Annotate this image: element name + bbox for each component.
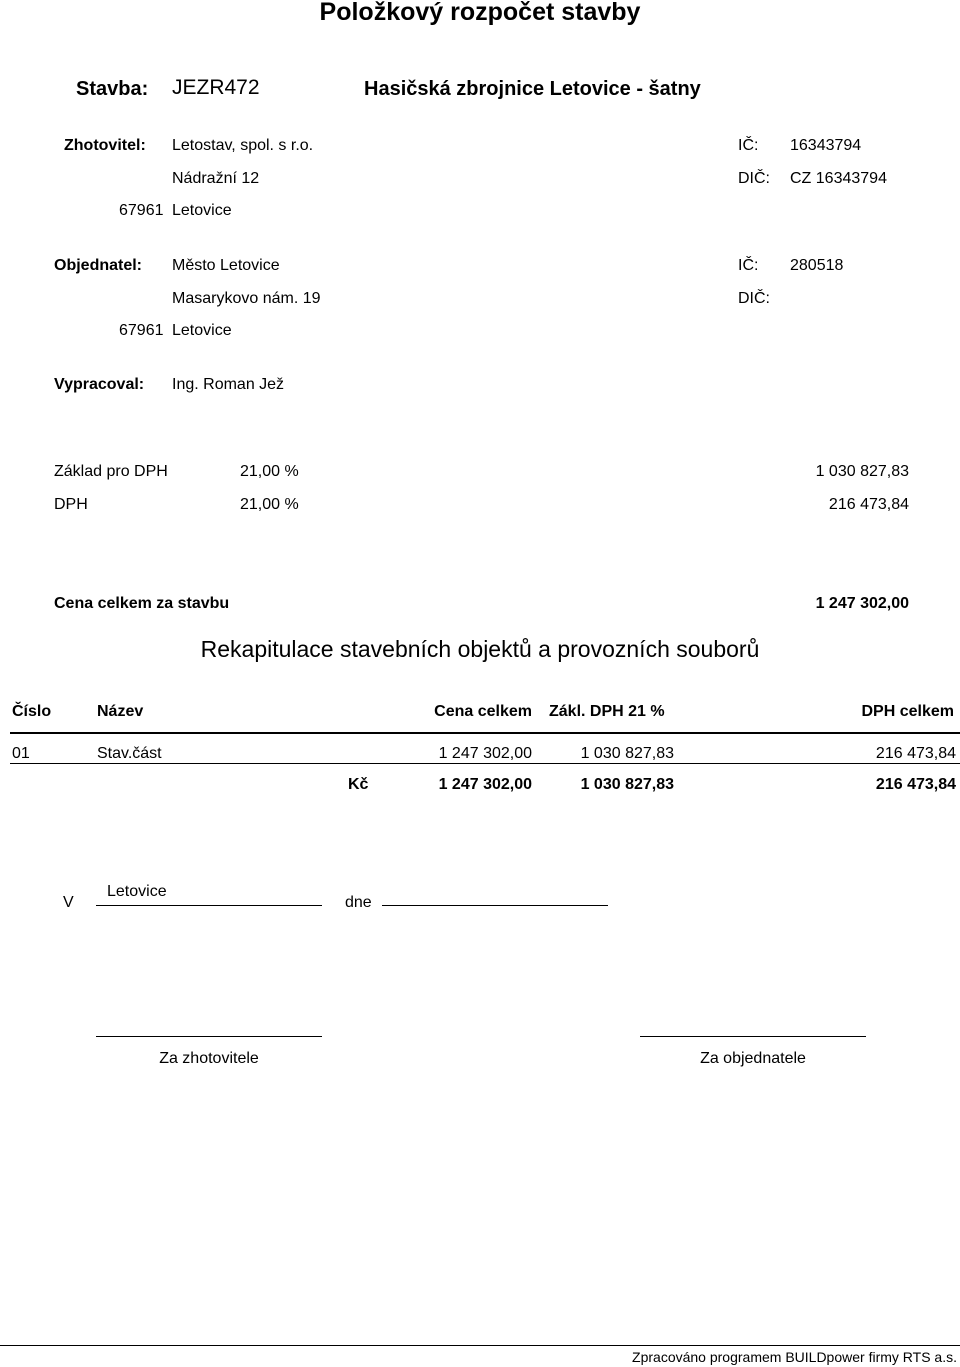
row-cislo: 01 (12, 745, 30, 762)
col-nazev: Název (97, 703, 144, 720)
zhotovitel-signature-line (96, 1036, 322, 1037)
objednatel-ic: 280518 (790, 257, 844, 274)
sum-dph: 216 473,84 (875, 776, 956, 793)
col-cislo: Číslo (12, 703, 52, 720)
stavba-label: Stavba: (76, 78, 149, 100)
sum-zakl: 1 030 827,83 (580, 776, 674, 793)
objednatel-signature-label: Za objednatele (700, 1050, 806, 1067)
header-divider (10, 732, 960, 734)
row-nazev: Stav.část (97, 745, 162, 762)
objednatel-label: Objednatel: (54, 257, 143, 274)
sum-label: Kč (348, 776, 369, 793)
objednatel-name: Město Letovice (172, 257, 280, 274)
sum-cena: 1 247 302,00 (438, 776, 532, 793)
zhotovitel-signature-label: Za zhotovitele (159, 1050, 259, 1067)
zhotovitel-name: Letostav, spol. s r.o. (172, 137, 314, 154)
total-amount: 1 247 302,00 (815, 595, 909, 612)
vat-base-amount: 1 030 827,83 (815, 463, 909, 480)
zhotovitel-city: Letovice (172, 202, 232, 219)
col-dph: DPH celkem (861, 703, 954, 720)
objednatel-city: Letovice (172, 322, 232, 339)
footer-divider (0, 1345, 960, 1346)
page-title: Položkový rozpočet stavby (319, 0, 641, 26)
objednatel-ic-label: IČ: (738, 257, 759, 274)
zhotovitel-dic-label: DIČ: (738, 170, 770, 187)
objednatel-dic-label: DIČ: (738, 290, 770, 307)
objednatel-street: Masarykovo nám. 19 (172, 290, 321, 307)
footer-text: Zpracováno programem BUILDpower firmy RTS a.s. (632, 1349, 957, 1365)
zhotovitel-ic: 16343794 (790, 137, 862, 154)
place: Letovice (107, 883, 167, 900)
vypracoval-label: Vypracoval: (54, 376, 145, 393)
zhotovitel-label: Zhotovitel: (64, 137, 146, 154)
zhotovitel-dic: CZ 16343794 (790, 170, 887, 187)
col-cena: Cena celkem (434, 703, 532, 720)
row-cena: 1 247 302,00 (438, 745, 532, 762)
row-zakl: 1 030 827,83 (580, 745, 674, 762)
vat-base-label: Základ pro DPH (54, 463, 168, 480)
dne-label: dne (345, 894, 372, 911)
stavba-name: Hasičská zbrojnice Letovice - šatny (364, 78, 701, 100)
vat-base-rate: 21,00 % (240, 463, 299, 480)
zhotovitel-street: Nádražní 12 (172, 170, 260, 187)
place-line (96, 905, 322, 906)
zhotovitel-psc: 67961 (119, 202, 164, 219)
col-zakl: Zákl. DPH 21 % (549, 703, 665, 720)
stavba-code: JEZR472 (172, 76, 260, 99)
objednatel-psc: 67961 (119, 322, 164, 339)
total-label: Cena celkem za stavbu (54, 595, 230, 612)
zhotovitel-ic-label: IČ: (738, 137, 759, 154)
vat-label: DPH (54, 496, 88, 513)
vat-amount: 216 473,84 (828, 496, 909, 513)
objednatel-signature-line (640, 1036, 866, 1037)
recap-heading: Rekapitulace stavebních objektů a provozních souborů (200, 636, 760, 662)
row-dph: 216 473,84 (875, 745, 956, 762)
date-line (382, 905, 608, 906)
row-divider (10, 763, 960, 764)
vat-rate: 21,00 % (240, 496, 299, 513)
vypracoval-name: Ing. Roman Jež (172, 376, 285, 393)
v-label: V (63, 894, 74, 911)
